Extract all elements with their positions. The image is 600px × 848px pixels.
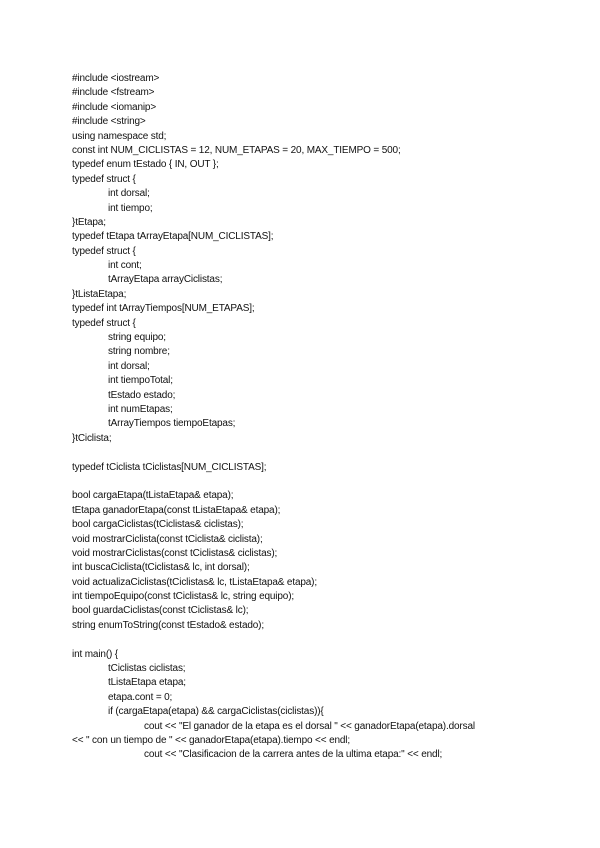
code-line: int numEtapas;: [108, 403, 173, 415]
code-line: int dorsal;: [108, 360, 150, 372]
code-line: }tListaEtapa;: [72, 288, 127, 300]
code-line: int main() {: [72, 648, 118, 660]
code-line: int dorsal;: [108, 188, 150, 200]
code-line: void mostrarCiclista(const tCiclista& ciclista);: [72, 533, 263, 545]
code-line: [72, 446, 572, 460]
code-line: [72, 475, 572, 489]
code-line: typedef struct {: [72, 245, 136, 257]
code-line: << " con un tiempo de " << ganadorEtapa(etapa).tiempo << endl;: [72, 734, 351, 746]
code-line: string nombre;: [108, 346, 170, 358]
code-line: tArrayEtapa arrayCiclistas;: [108, 274, 223, 286]
code-line: int tiempoEquipo(const tCiclistas& lc, string equipo);: [72, 591, 295, 603]
code-line: bool cargaEtapa(tListaEtapa& etapa);: [72, 490, 234, 502]
code-line: tArrayTiempos tiempoEtapas;: [108, 418, 236, 430]
code-line: const int NUM_CICLISTAS = 12, NUM_ETAPAS = 20, MAX_TIEMPO = 500;: [72, 144, 401, 156]
code-line: #include <iomanip>: [72, 101, 157, 113]
code-line: int buscaCiclista(tCiclistas& lc, int dorsal);: [72, 562, 250, 574]
code-line: tEtapa ganadorEtapa(const tListaEtapa& etapa);: [72, 504, 281, 516]
code-line: typedef tEtapa tArrayEtapa[NUM_CICLISTAS];: [72, 231, 274, 243]
code-line: int tiempoTotal;: [108, 375, 173, 387]
code-line: bool guardaCiclistas(const tCiclistas& lc);: [72, 605, 249, 617]
code-line: int cont;: [108, 260, 142, 272]
code-line: bool cargaCiclistas(tCiclistas& ciclistas);: [72, 519, 244, 531]
code-line: void actualizaCiclistas(tCiclistas& lc, tListaEtapa& etapa);: [72, 576, 317, 588]
code-line: cout << "El ganador de la etapa es el dorsal " << ganadorEtapa(etapa).dorsal: [144, 720, 475, 732]
code-line: }tCiclista;: [72, 432, 112, 444]
code-line: using namespace std;: [72, 130, 167, 142]
code-line: string enumToString(const tEstado& estado);: [72, 619, 264, 631]
code-line: typedef int tArrayTiempos[NUM_ETAPAS];: [72, 303, 255, 315]
code-line: void mostrarCiclistas(const tCiclistas& ciclistas);: [72, 547, 278, 559]
code-line: string equipo;: [108, 332, 166, 344]
code-line: #include <iostream>: [72, 73, 160, 84]
code-line: #include <string>: [72, 116, 146, 128]
code-line: etapa.cont = 0;: [108, 691, 173, 703]
code-line: typedef struct {: [72, 173, 136, 185]
code-line: cout << "Clasificacion de la carrera antes de la ultima etapa:" << endl;: [144, 749, 443, 761]
code-line: int tiempo;: [108, 202, 153, 214]
code-line: tCiclistas ciclistas;: [108, 663, 186, 675]
code-line: }tEtapa;: [72, 216, 106, 228]
code-line: tEstado estado;: [108, 389, 176, 401]
code-line: typedef tCiclista tCiclistas[NUM_CICLISTAS];: [72, 461, 267, 473]
code-line: if (cargaEtapa(etapa) && cargaCiclistas(ciclistas)){: [108, 706, 324, 718]
code-listing: [72, 72, 572, 763]
code-line: [72, 633, 572, 647]
code-line: tListaEtapa etapa;: [108, 677, 186, 689]
code-line: typedef enum tEstado { IN, OUT };: [72, 159, 219, 171]
code-line: #include <fstream>: [72, 87, 155, 99]
code-line: typedef struct {: [72, 317, 136, 329]
